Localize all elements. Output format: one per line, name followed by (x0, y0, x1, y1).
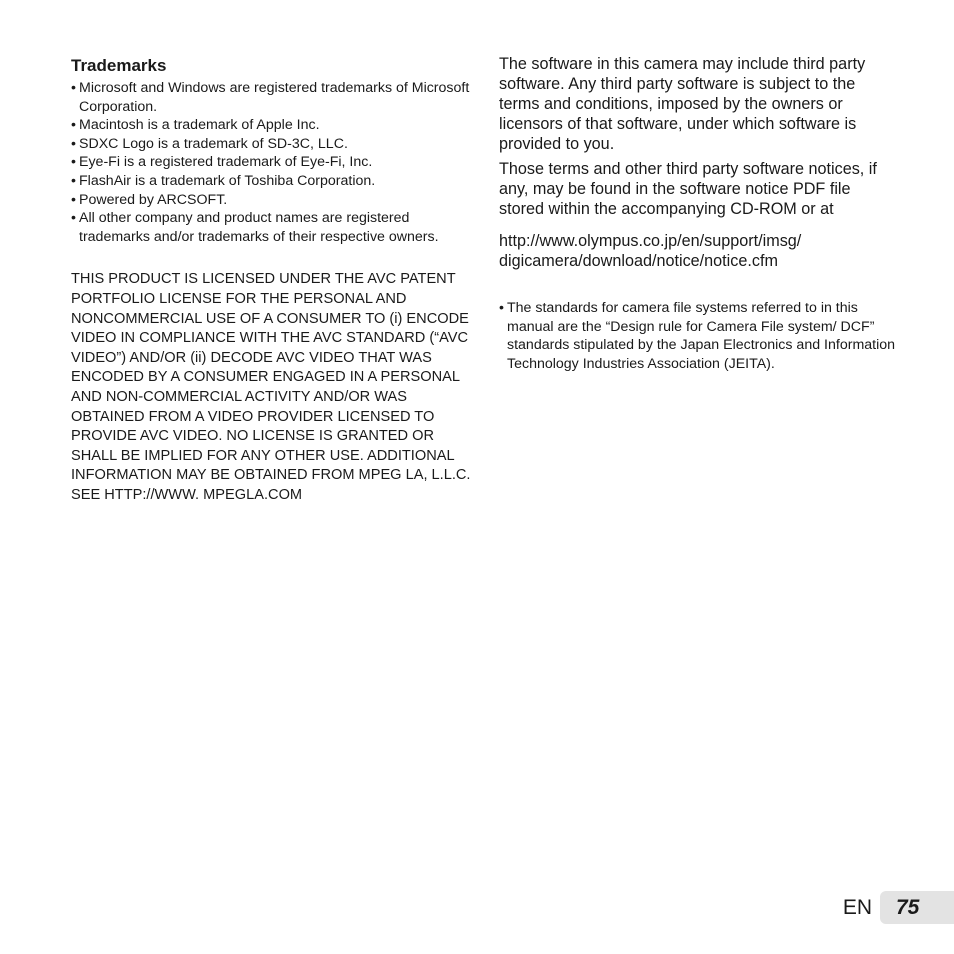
dcf-note-item (499, 299, 899, 373)
dcf-note-list (499, 299, 899, 373)
url-line: http://www.olympus.co.jp/en/support/imsg/ (499, 232, 802, 250)
software-notice-url (499, 231, 899, 271)
trademark-item (71, 172, 476, 191)
trademark-item (71, 79, 476, 116)
trademark-text: SDXC Logo is a trademark of SD-3C, LLC. (79, 135, 348, 152)
third-party-software-paragraph: The software in this camera may include third party software. Any third party software is subject to the terms and conditions, imposed by the owners or licensors of that software, under which software is provided to you. (499, 55, 866, 153)
trademark-item (71, 116, 476, 135)
trademark-item (71, 209, 476, 246)
bullet-icon: • (71, 154, 76, 171)
avc-license-notice: THIS PRODUCT IS LICENSED UNDER THE AVC PATENT PORTFOLIO LICENSE FOR THE PERSONAL AND NONCOMMERCIAL USE OF A CONSUMER TO (i) ENCODE VIDEO IN COMPLIANCE WITH THE AVC STANDARD (“AVC VIDEO”) AND/OR (ii) DECODE AVC VIDEO THAT WAS ENCODED BY A CONSUMER ENGAGED IN A PERSONAL AND NON-COMMERCIAL ACTIVITY AND/OR WAS OBTAINED FROM A VIDEO PROVIDER LICENSED TO PROVIDE AVC VIDEO. NO LICENSE IS GRANTED OR SHALL BE IMPLIED FOR ANY OTHER USE. ADDITIONAL INFORMATION MAY BE OBTAINED FROM MPEG LA, L.L.C. SEE HTTP://WWW. MPEGLA.COM (71, 271, 471, 503)
bullet-icon: • (71, 135, 76, 152)
trademark-item (71, 191, 476, 210)
software-notice-paragraph: Those terms and other third party software notices, if any, may be found in the software notice PDF file stored within the accompanying CD-ROM or at (499, 160, 877, 218)
trademarks-heading: Trademarks (71, 56, 167, 75)
bullet-icon: • (71, 172, 76, 189)
dcf-note-text: The standards for camera file systems referred to in this manual are the “Design rule for Camera File system/ DCF” standards stipulated by the Japan Electronics and Information Technology Industries Association (JEITA). (507, 300, 896, 372)
page-number: 75 (896, 895, 920, 919)
trademark-text: Macintosh is a trademark of Apple Inc. (79, 117, 320, 134)
trademark-item (71, 135, 476, 154)
trademark-text: All other company and product names are registered trademarks and/or trademarks of their respective owners. (79, 210, 439, 245)
url-line: digicamera/download/notice/notice.cfm (499, 252, 778, 270)
bullet-icon: • (71, 117, 76, 134)
page-number-tab (880, 891, 954, 924)
bullet-icon: • (71, 80, 76, 96)
left-column (71, 56, 476, 520)
trademark-list (71, 79, 476, 246)
trademark-text: Microsoft and Windows are registered trademarks of Microsoft Corporation. (79, 80, 470, 115)
page-footer (843, 891, 954, 924)
bullet-icon: • (499, 300, 504, 316)
bullet-icon: • (71, 191, 76, 208)
right-column (499, 54, 899, 373)
language-label: EN (842, 896, 872, 919)
trademark-text: Eye-Fi is a registered trademark of Eye-Fi, Inc. (79, 154, 373, 171)
trademark-item (71, 153, 476, 172)
trademark-text: FlashAir is a trademark of Toshiba Corporation. (79, 172, 376, 189)
bullet-icon: • (71, 210, 76, 227)
trademark-text: Powered by ARCSOFT. (79, 191, 228, 208)
